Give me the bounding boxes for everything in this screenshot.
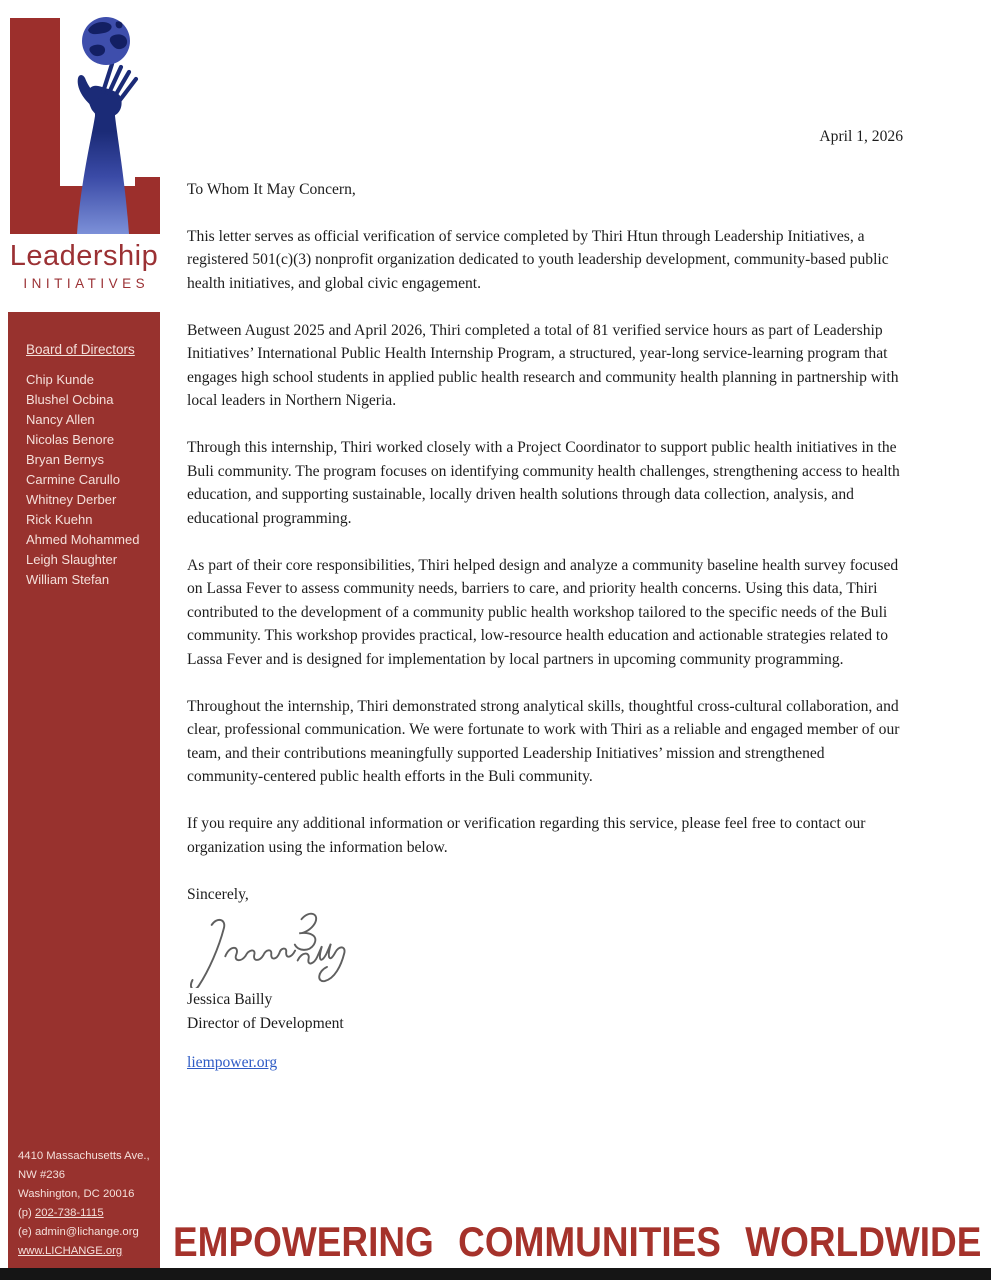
board-member: Leigh Slaughter bbox=[26, 552, 118, 567]
signer-title: Director of Development bbox=[187, 1014, 344, 1032]
bottom-black-bar bbox=[0, 1268, 991, 1280]
contact-address-line1: 4410 Massachusetts Ave., bbox=[18, 1150, 150, 1162]
paragraph-3: Through this internship, Thiri worked closely with a Project Coordinator to support public health initiatives in the Buli community. The program focuses on identifying community health challenges, strengthening access to health education, and supporting sustainable, locally driven health solutions through data collection, analysis, and educational programming. bbox=[187, 439, 900, 527]
liempower-link[interactable]: liempower.org bbox=[187, 1053, 278, 1071]
handwritten-signature bbox=[183, 910, 353, 988]
contact-address-line3: Washington, DC 20016 bbox=[18, 1188, 135, 1200]
contact-phone-line bbox=[18, 1204, 156, 1223]
org-name: Leadership bbox=[9, 240, 159, 272]
contact-address-line2: NW #236 bbox=[18, 1169, 66, 1181]
board-of-directors bbox=[8, 312, 160, 590]
logo-fingers bbox=[103, 64, 136, 100]
board-heading: Board of Directors bbox=[26, 342, 135, 357]
board-member: Nicolas Benore bbox=[26, 432, 115, 447]
contact-email-line bbox=[18, 1223, 156, 1242]
salutation: To Whom It May Concern, bbox=[187, 180, 356, 198]
org-subname: INITIATIVES bbox=[23, 276, 150, 291]
phone-link[interactable]: 202-738-1115 bbox=[34, 1207, 104, 1219]
board-member: Blushel Ocbina bbox=[26, 392, 114, 407]
letter-body bbox=[187, 125, 903, 1090]
signer-name: Jessica Bailly bbox=[187, 991, 273, 1008]
email-label: (e) bbox=[18, 1226, 35, 1238]
letter-date: April 1, 2026 bbox=[819, 128, 903, 145]
signer-website-line bbox=[187, 1051, 903, 1075]
paragraph-4: As part of their core responsibilities, Thiri helped design and analyze a community baseline health survey focused on Lassa Fever to assess community needs, barriers to care, and priority health concerns. Using this data, Thiri contributed to the development of a community public health workshop tailored to the specific needs of the Buli community. This workshop provides practical, low-resource health education and actionable strategies related to Lassa Fever and is designed for implementation by local partners in upcoming community programming. bbox=[187, 556, 899, 668]
board-member: Carmine Carullo bbox=[26, 472, 120, 487]
leadership-initiatives-logo-icon bbox=[8, 14, 160, 234]
footer-banner: EMPOWERING COMMUNITIES WORLDWIDE bbox=[173, 1218, 982, 1265]
board-member: Bryan Bernys bbox=[26, 452, 105, 467]
paragraph-5: Throughout the internship, Thiri demonstrated strong analytical skills, thoughtful cross-cultural collaboration, and clear, professional communication. We were fortunate to work with Thiri as a reliable and engaged member of our team, and their contributions meaningfully supported Leadership Initiatives’ mission and strengthened community-centered public health efforts in the Buli community. bbox=[187, 697, 900, 785]
board-member: William Stefan bbox=[26, 572, 110, 587]
sidebar bbox=[8, 312, 160, 1269]
board-member: Rick Kuehn bbox=[26, 512, 93, 527]
contact-website-line bbox=[18, 1242, 156, 1261]
website-link[interactable]: www.LICHANGE.org bbox=[18, 1245, 123, 1257]
board-member: Nancy Allen bbox=[26, 412, 95, 427]
closing: Sincerely, bbox=[187, 885, 249, 903]
board-member: Chip Kunde bbox=[26, 372, 94, 387]
logo-arm bbox=[77, 106, 129, 234]
paragraph-2: Between August 2025 and April 2026, Thiri completed a total of 81 verified service hours as part of Leadership Initiatives’ International Public Health Internship Program, a structured, year-long service-learning program that engages high school students in applied public health research and community health planning in partnership with local leaders in Northern Nigeria. bbox=[187, 321, 899, 409]
contact-block bbox=[18, 1147, 156, 1261]
paragraph-1: This letter serves as official verification of service completed by Thiri Htun through Leadership Initiatives, a registered 501(c)(3) nonprofit organization dedicated to youth leadership development, community-based public health initiatives, and global civic engagement. bbox=[187, 227, 889, 292]
paragraph-6: If you require any additional information or verification regarding this service, please feel free to contact our organization using the information below. bbox=[187, 815, 866, 856]
email-value: admin@lichange.org bbox=[34, 1226, 139, 1238]
board-member: Whitney Derber bbox=[26, 492, 117, 507]
board-member: Ahmed Mohammed bbox=[26, 532, 140, 547]
phone-label: (p) bbox=[18, 1207, 35, 1219]
